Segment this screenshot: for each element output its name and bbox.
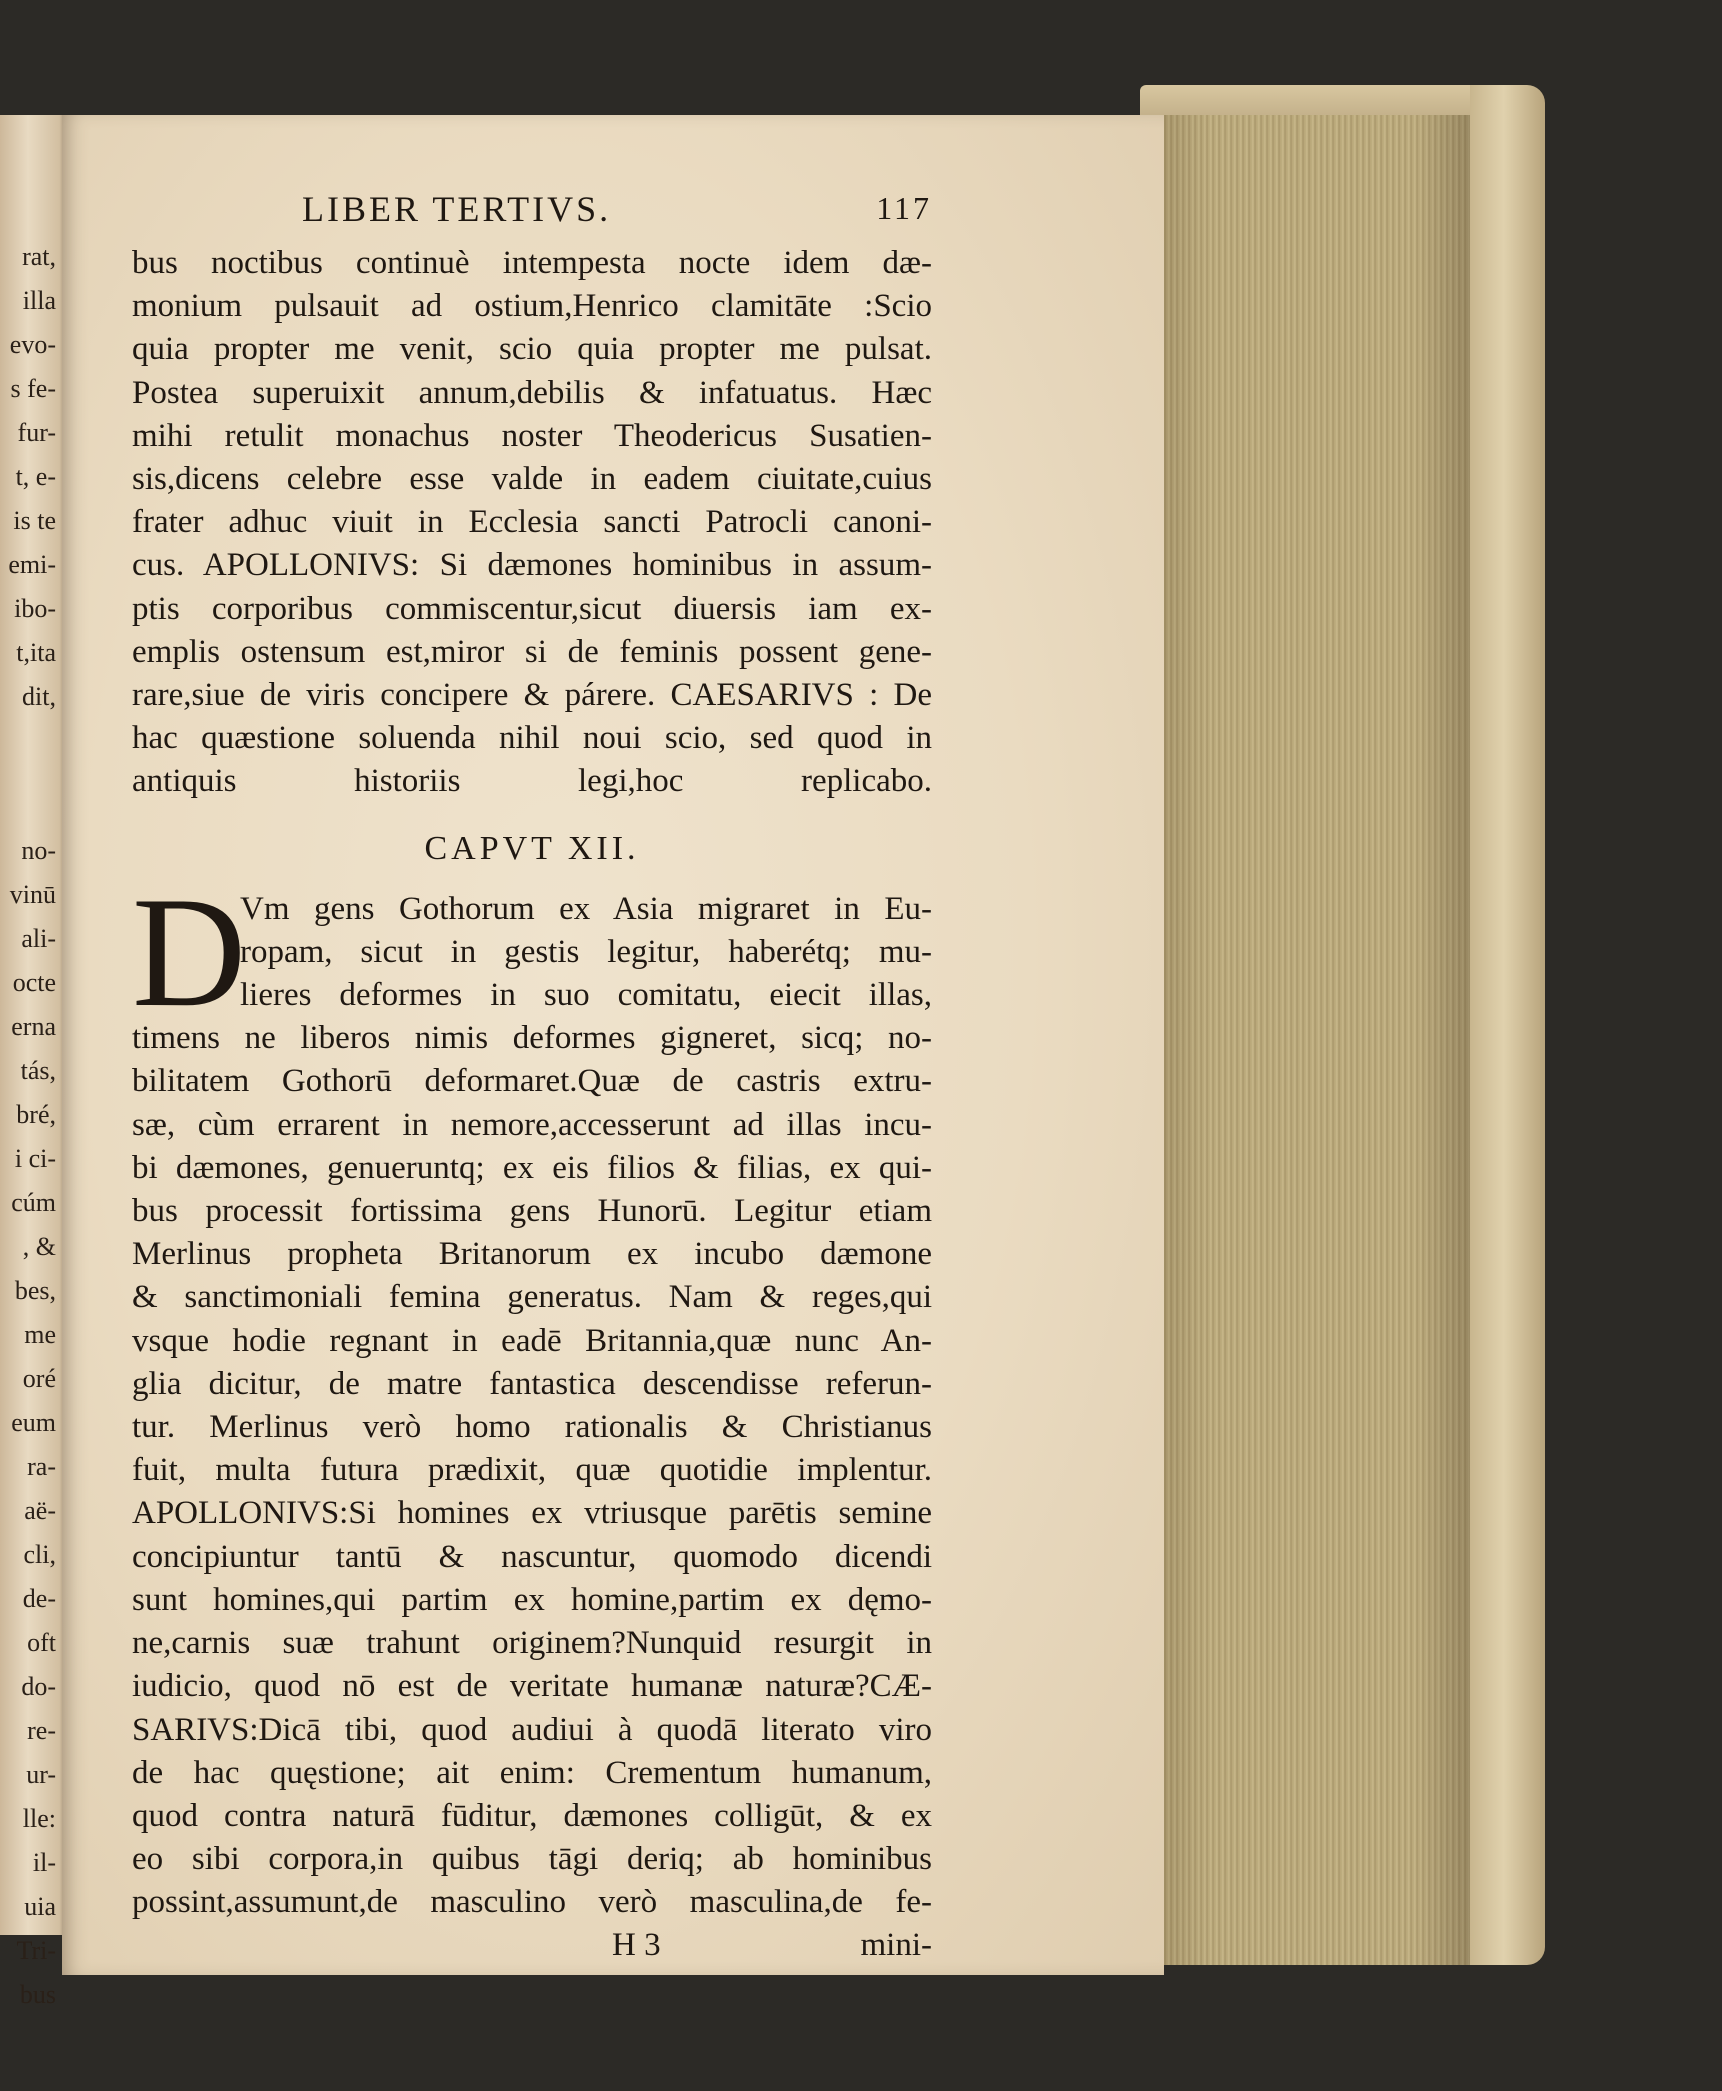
text-line: sæ, cùm errarent in nemore,accesserunt ad illas incu- — [132, 1106, 932, 1143]
left-page-fragment-line: rat, — [22, 242, 56, 271]
left-page-fragment-line: cli, — [23, 1540, 56, 1569]
text-line: & sanctimoniali femina generatus. Nam & reges,qui — [132, 1279, 932, 1316]
text-line: ptis corporibus commiscentur,sicut diuersis iam ex- — [132, 590, 932, 627]
left-page-fragment-line: evo- — [9, 330, 56, 359]
body-text-top — [132, 242, 932, 804]
left-page-fragment-line: no- — [21, 836, 56, 865]
text-line: bus noctibus continuè intempesta nocte idem dæ- — [132, 245, 932, 281]
left-page-fragment-line: t, e- — [15, 462, 56, 491]
left-page-fragment-line: s fe- — [10, 374, 56, 403]
left-page-fragment-line: ibo- — [14, 594, 56, 623]
text-line: iudicio, quod nō est de veritate humanæ naturæ?CÆ- — [132, 1668, 932, 1705]
left-page-fragment-line: erna — [11, 1012, 56, 1041]
text-line: quia propter me venit, scio quia propter me pulsat. — [132, 331, 932, 368]
text-line: ropam, sicut in gestis legitur, haberétq; mu- — [240, 933, 932, 970]
text-line: Merlinus propheta Britanorum ex incubo dæmone — [132, 1236, 932, 1273]
text-line: eo sibi corpora,in quibus tāgi deriq; ab hominibus — [132, 1841, 932, 1878]
text-line: lieres deformes in suo comitatu, eiecit illas, — [240, 977, 932, 1014]
left-page-fragment-line: bré, — [16, 1100, 56, 1129]
left-page-fragment-line: ra- — [27, 1452, 56, 1481]
chapter-text — [132, 1017, 932, 1924]
left-page-fragment-line: oft — [27, 1628, 56, 1657]
left-page-fragment — [0, 115, 70, 2009]
left-page-fragment-line: fur- — [17, 418, 56, 447]
text-line: APOLLONIVS:Si homines ex vtriusque parētis semine — [132, 1495, 932, 1532]
left-page-fragment-line: illa — [22, 286, 56, 315]
left-page-fragment-line: me — [24, 1320, 56, 1349]
left-page-fragment-line: , & — [22, 1232, 56, 1261]
drop-initial: D — [132, 864, 247, 1040]
left-page-fragment-line: aë- — [24, 1496, 56, 1525]
text-line: mihi retulit monachus noster Theodericus Susatien- — [132, 417, 932, 454]
book-cover-top — [1140, 85, 1500, 117]
left-page-fragment-line: t,ita — [16, 638, 56, 667]
text-line: emplis ostensum est,miror si de feminis possent gene- — [132, 633, 932, 670]
left-page-fragment-line: vinū — [9, 880, 56, 909]
text-line: sunt homines,qui partim ex homine,partim ex dęmo- — [132, 1581, 932, 1618]
left-page-fragment-line: do- — [21, 1672, 56, 1701]
page-text-block — [132, 188, 932, 1971]
text-line: monium pulsauit ad ostium,Henrico clamitāte :Scio — [132, 288, 932, 325]
running-title: LIBER TERTIVS. — [302, 189, 612, 229]
text-line: de hac quęstione; ait enim: Crementum humanum, — [132, 1754, 932, 1791]
left-page-fragment-line: Tri- — [16, 1936, 56, 1965]
footer-line — [132, 1927, 932, 1971]
text-line: concipiuntur tantū & nascuntur, quomodo dicendi — [132, 1538, 932, 1575]
left-page-fragment-line: re- — [27, 1716, 56, 1745]
left-page-fragment-line: tás, — [20, 1056, 56, 1085]
text-line: frater adhuc viuit in Ecclesia sancti Patrocli canoni- — [132, 504, 932, 541]
text-line: SARIVS:Dicā tibi, quod audiui à quodā literato viro — [132, 1711, 932, 1748]
left-page-fragment-line: ur- — [26, 1760, 56, 1789]
left-page-fragment-line: i ci- — [14, 1144, 56, 1173]
left-page-fragment-line: lle: — [22, 1804, 56, 1833]
text-line: vsque hodie regnant in eadē Britannia,quæ nunc An- — [132, 1322, 932, 1359]
left-page-fragment-line: oré — [22, 1364, 56, 1393]
left-page-fragment-line: eum — [11, 1408, 56, 1437]
running-head — [132, 188, 932, 242]
text-line: antiquis historiis legi,hoc replicabo. — [132, 763, 932, 800]
text-line: Vm gens Gothorum ex Asia migraret in Eu- — [240, 890, 932, 927]
text-line: Postea superuixit annum,debilis & infatuatus. Hæc — [132, 374, 932, 411]
left-page-fragment-line: octe — [12, 968, 56, 997]
left-page-fragment-line: emi- — [8, 550, 56, 579]
catchword: mini- — [860, 1926, 932, 1963]
folio-number: 117 — [876, 190, 932, 226]
left-page-fragment-line: cúm — [11, 1188, 56, 1217]
chapter-heading: CAPVT XII. — [424, 829, 640, 867]
text-line: cus. APOLLONIVS: Si dæmones hominibus in assum- — [132, 547, 932, 584]
left-fragment-gap — [0, 719, 62, 829]
left-page-fragment-line: bus — [19, 1980, 56, 2009]
left-page-fragment-line: uia — [24, 1892, 56, 1921]
left-page-fragment-line: il- — [32, 1848, 56, 1877]
fore-edge-shading — [1140, 115, 1485, 1965]
text-line: fuit, multa futura prædixit, quæ quotidie implentur. — [132, 1452, 932, 1489]
text-line: tur. Merlinus verò homo rationalis & Christianus — [132, 1409, 932, 1446]
left-page-fragment-line: de- — [22, 1584, 56, 1613]
text-line: bi dæmones, genueruntq; ex eis filios & filias, ex qui- — [132, 1149, 932, 1186]
book-cover-edge — [1470, 85, 1545, 1965]
text-line: hac quæstione soluenda nihil noui scio, sed quod in — [132, 720, 932, 757]
left-page-fragment-line: bes, — [14, 1276, 56, 1305]
text-line: rare,siue de viris concipere & párere. CAESARIVS : De — [132, 677, 932, 714]
text-line: ne,carnis suæ trahunt originem?Nunquid resurgit in — [132, 1625, 932, 1662]
text-line: bus processit fortissima gens Hunorū. Legitur etiam — [132, 1193, 932, 1230]
text-line: timens ne liberos nimis deformes gigneret, sicq; no- — [132, 1020, 932, 1057]
left-page-fragment-line: is te — [13, 506, 56, 535]
left-page-fragment-line: ali- — [21, 924, 56, 953]
text-line: glia dicitur, de matre fantastica descendisse referun- — [132, 1365, 932, 1402]
text-line: bilitatem Gothorū deformaret.Quæ de castris extru- — [132, 1063, 932, 1100]
text-line: possint,assumunt,de masculino verò masculina,de fe- — [132, 1884, 932, 1921]
text-line: sis,dicens celebre esse valde in eadem ciuitate,cuius — [132, 461, 932, 498]
left-page-text-fragments — [0, 235, 62, 2017]
text-line: quod contra naturā fūditur, dæmones colligūt, & ex — [132, 1797, 932, 1834]
left-page-fragment-line: dit, — [22, 682, 56, 711]
signature-mark: H 3 — [612, 1926, 661, 1963]
